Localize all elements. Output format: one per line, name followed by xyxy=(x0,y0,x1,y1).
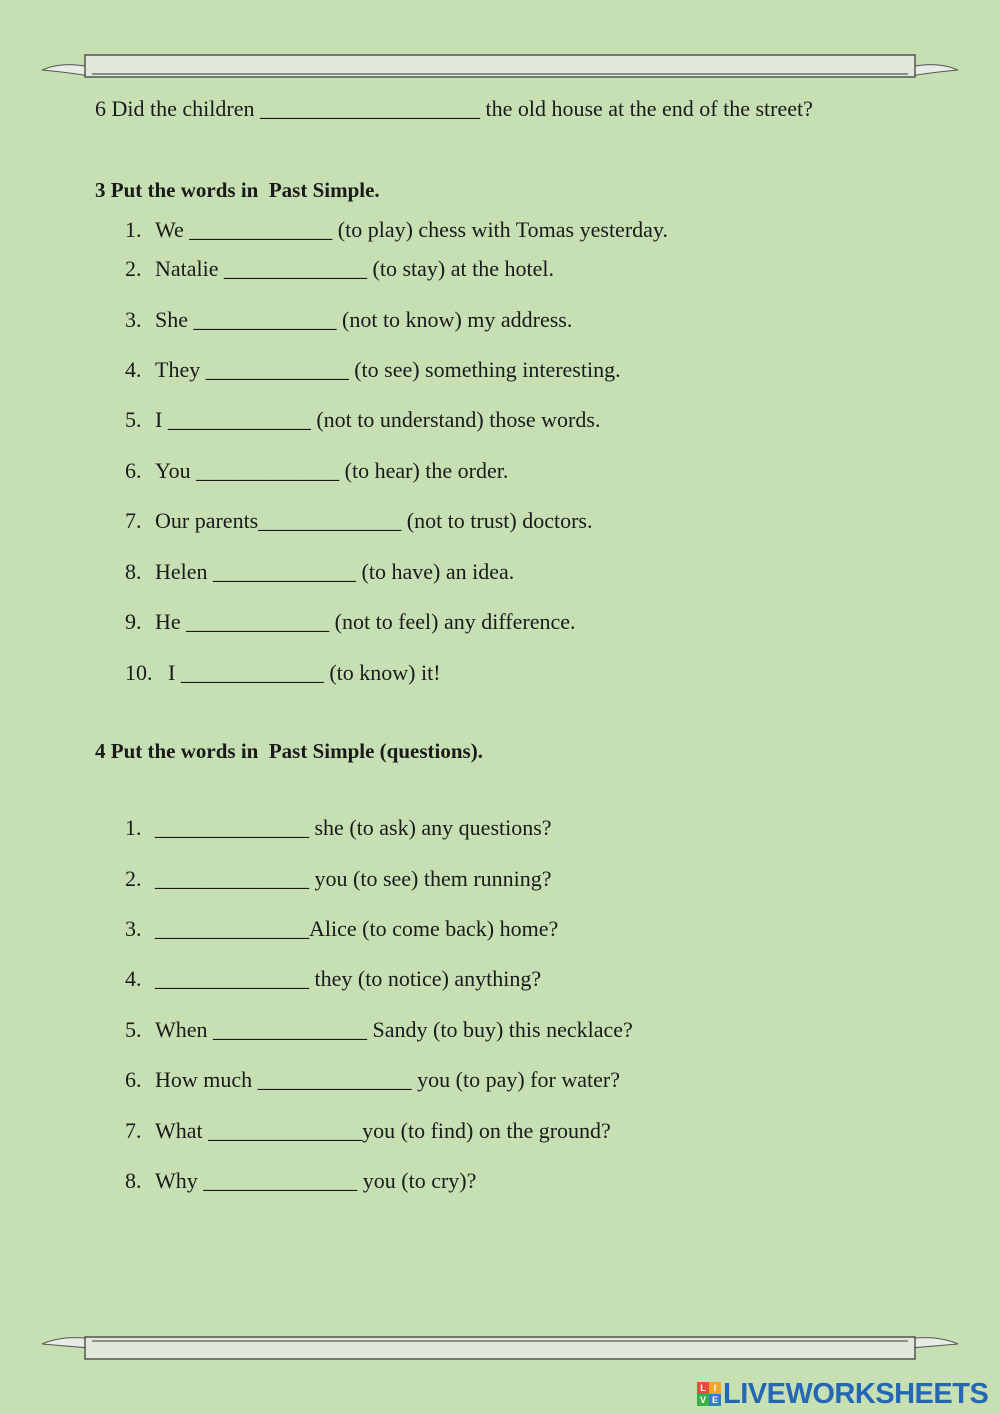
list-item-number: 4. xyxy=(125,357,142,382)
list-item-number: 7. xyxy=(125,1118,142,1143)
liveworksheets-logo[interactable] xyxy=(697,1378,988,1410)
top-question-6: 6 Did the children ____________________ the old house at the end of the street? xyxy=(95,96,813,121)
list-item: When ______________ Sandy (to buy) this necklace? xyxy=(155,1017,633,1042)
list-item: Natalie _____________ (to stay) at the hotel. xyxy=(155,256,554,281)
list-item-number: 5. xyxy=(125,1017,142,1042)
list-item: ______________Alice (to come back) home? xyxy=(155,916,559,941)
list-item-number: 2. xyxy=(125,866,142,891)
logo-text: LIVEWORKSHEETS xyxy=(723,1377,989,1410)
list-item-number: 5. xyxy=(125,407,142,432)
list-item-number: 3. xyxy=(125,916,142,941)
bottom-banner-decoration xyxy=(40,1332,960,1362)
list-item: ______________ she (to ask) any questions? xyxy=(155,815,552,840)
list-item: Our parents_____________ (not to trust) doctors. xyxy=(155,508,593,533)
list-item: Helen _____________ (to have) an idea. xyxy=(155,559,515,584)
list-item: You _____________ (to hear) the order. xyxy=(155,458,509,483)
list-item: We _____________ (to play) chess with Tomas yesterday. xyxy=(155,217,668,242)
section-4-heading: 4 Put the words in Past Simple (questions). xyxy=(95,739,483,763)
list-item: What ______________you (to find) on the ground? xyxy=(155,1118,611,1143)
list-item-number: 1. xyxy=(125,815,142,840)
list-item: Why ______________ you (to cry)? xyxy=(155,1168,477,1193)
list-item-number: 8. xyxy=(125,559,142,584)
list-item-number: 4. xyxy=(125,966,142,991)
list-item-number: 7. xyxy=(125,508,142,533)
list-item: ______________ they (to notice) anything? xyxy=(155,966,542,991)
list-item-number: 6. xyxy=(125,1067,142,1092)
list-item-number: 6. xyxy=(125,458,142,483)
list-item-number: 8. xyxy=(125,1168,142,1193)
list-item-number: 9. xyxy=(125,609,142,634)
list-item: They _____________ (to see) something interesting. xyxy=(155,357,621,382)
list-item: She _____________ (not to know) my address. xyxy=(155,307,573,332)
list-item: How much ______________ you (to pay) for water? xyxy=(155,1067,620,1092)
liveworksheets-logo-icon: L I V E xyxy=(697,1382,721,1406)
list-item: I _____________ (not to understand) those words. xyxy=(155,407,601,432)
list-item-number: 10. xyxy=(125,660,153,685)
list-item-number: 2. xyxy=(125,256,142,281)
list-item: He _____________ (not to feel) any difference. xyxy=(155,609,576,634)
list-item-number: 3. xyxy=(125,307,142,332)
list-item: I _____________ (to know) it! xyxy=(168,660,441,685)
top-banner-decoration xyxy=(40,52,960,82)
list-item: ______________ you (to see) them running? xyxy=(155,866,552,891)
section-3-heading: 3 Put the words in Past Simple. xyxy=(95,178,380,202)
list-item-number: 1. xyxy=(125,217,142,242)
